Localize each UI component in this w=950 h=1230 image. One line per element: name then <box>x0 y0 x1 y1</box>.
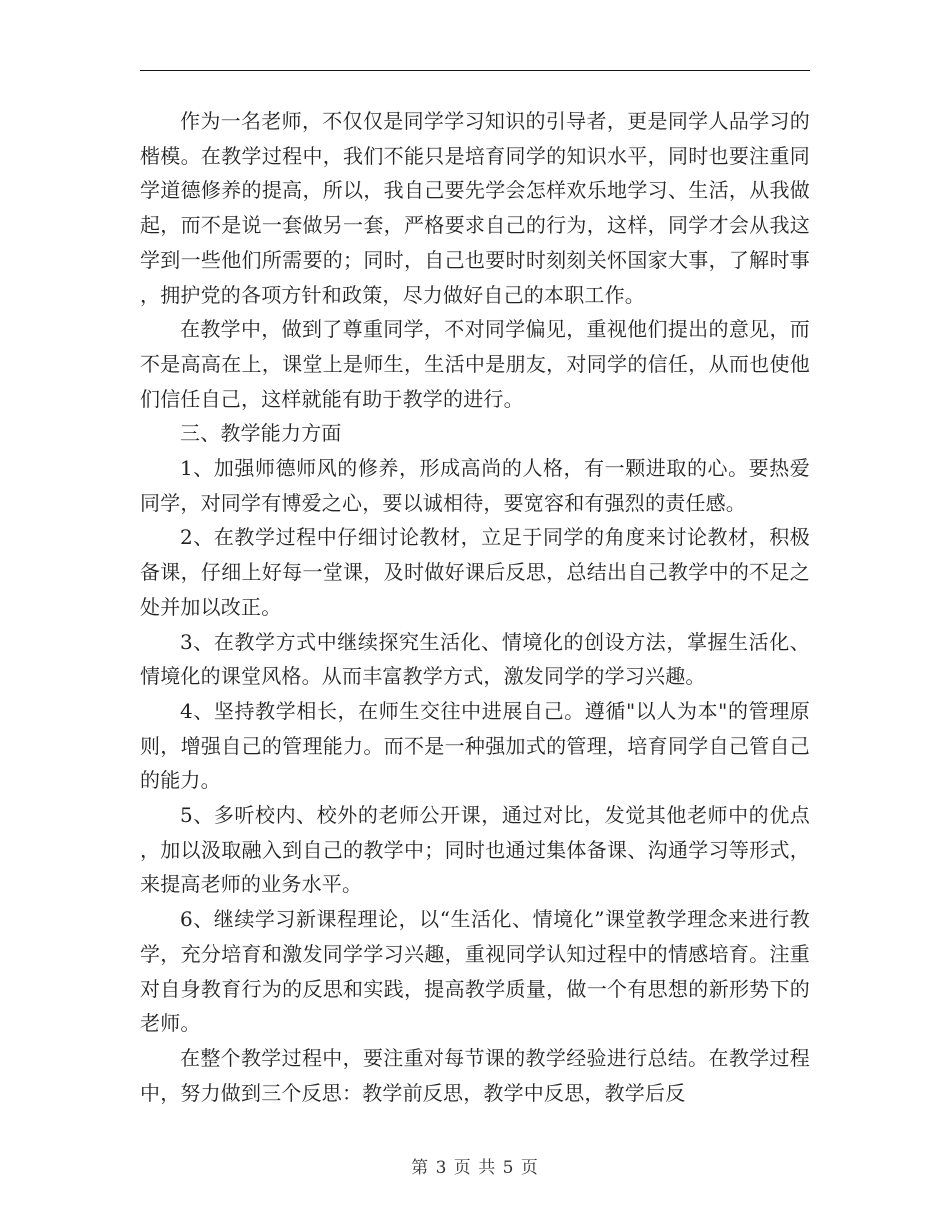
page-number-footer: 第 3 页 共 5 页 <box>411 1158 539 1178</box>
paragraph-respect-students: 在教学中，做到了尊重同学，不对同学偏见，重视他们提出的意见，而不是高高在上，课堂上是师生，生活中是朋友，对同学的信任，从而也使他们信任自己，这样就能有助于教学的进行。 <box>140 317 810 411</box>
header-divider <box>140 70 810 71</box>
document-body <box>140 104 810 1110</box>
paragraph-reflection: 在整个教学过程中，要注重对每节课的教学经验进行总结。在教学过程中，努力做到三个反思：教学前反思，教学中反思，教学后反 <box>140 1045 810 1105</box>
section-heading-teaching-ability: 三、教学能力方面 <box>180 421 342 446</box>
list-item-6: 6、继续学习新课程理论，以“生活化、情境化”课堂教学理念来进行教学，充分培育和激发同学学习兴趣，重视同学认知过程中的情感培育。注重对自身教育行为的反思和实践，提高教学质量，做一个有思想的新形势下的老师。 <box>140 907 810 1036</box>
paragraph-teacher-role: 作为一名老师，不仅仅是同学学习知识的引导者，更是同学人品学习的楷模。在教学过程中，我们不能只是培育同学的知识水平，同时也要注重同学道德修养的提高，所以，我自己要先学会怎样欢乐地学习、生活，从我做起，而不是说一套做另一套，严格要求自己的行为，这样，同学才会从我这学到一些他们所需要的；同时，自己也要时时刻刻关怀国家大事，了解时事，拥护党的各项方针和政策，尽力做好自己的本职工作。 <box>140 109 810 307</box>
list-item-2: 2、在教学过程中仔细讨论教材，立足于同学的角度来讨论教材，积极备课，仔细上好每一堂课，及时做好课后反思，总结出自己教学中的不足之处并加以改正。 <box>140 525 810 619</box>
list-item-1: 1、加强师德师风的修养，形成高尚的人格，有一颗进取的心。要热爱同学，对同学有博爱之心，要以诚相待，要宽容和有强烈的责任感。 <box>140 456 810 515</box>
list-item-5: 5、多听校内、校外的老师公开课，通过对比，发觉其他老师中的优点，加以汲取融入到自己的教学中；同时也通过集体备课、沟通学习等形式，来提高老师的业务水平。 <box>140 803 810 897</box>
list-item-3: 3、在教学方式中继续探究生活化、情境化的创设方法，掌握生活化、情境化的课堂风格。从而丰富教学方式，激发同学的学习兴趣。 <box>140 629 810 689</box>
list-item-4: 4、坚持教学相长，在师生交往中进展自己。遵循"以人为本"的管理原则，增强自己的管理能力。而不是一种强加式的管理，培育同学自己管自己的能力。 <box>140 698 810 793</box>
